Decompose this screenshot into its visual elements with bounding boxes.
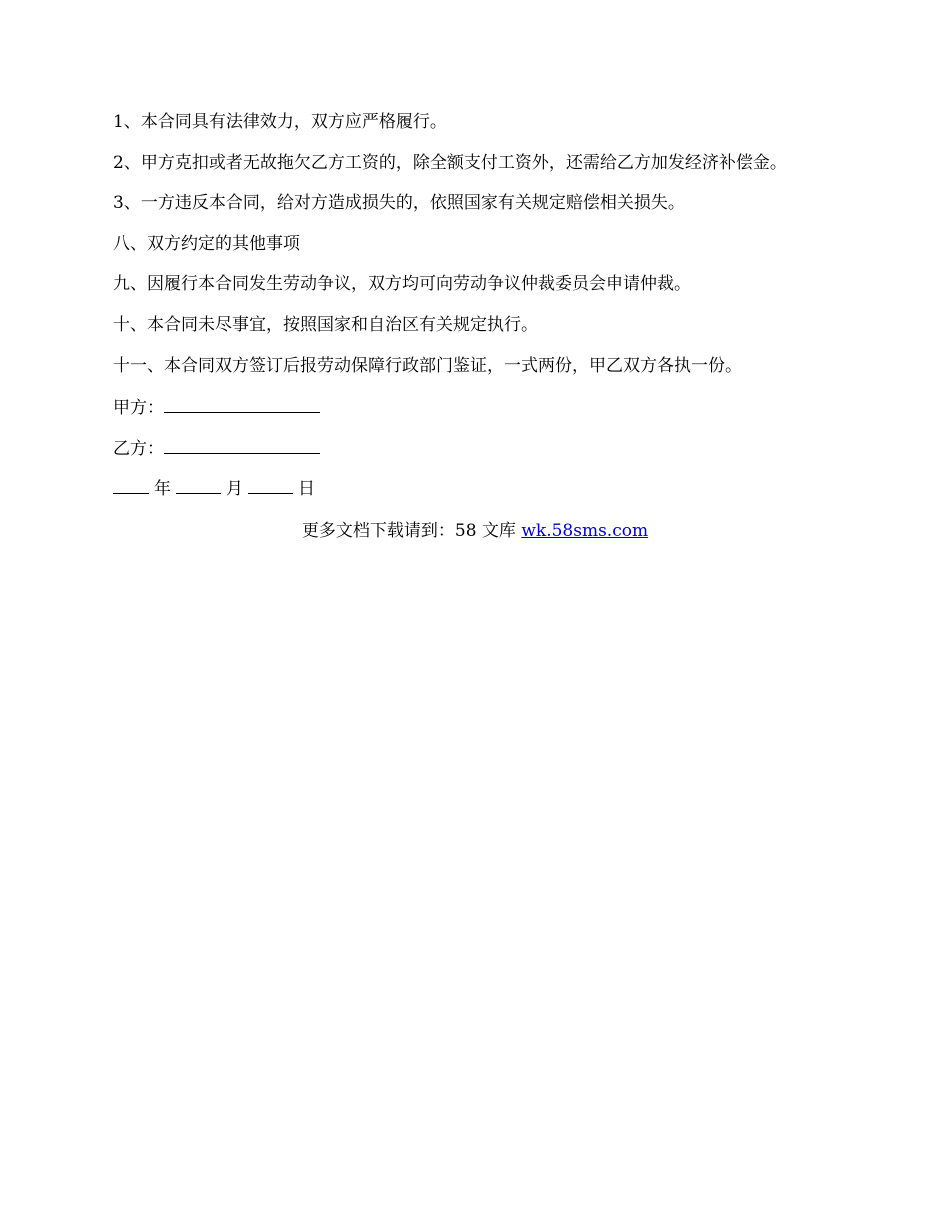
party-b-label: 乙方： [113, 438, 164, 459]
clause-1: 1、本合同具有法律效力，双方应严格履行。 [113, 112, 447, 132]
party-b-signature-row [113, 437, 853, 457]
day-blank [248, 477, 293, 494]
document-body [113, 112, 853, 518]
party-a-signature-line [164, 396, 320, 413]
year-label: 年 [154, 479, 171, 500]
day-label: 日 [298, 479, 315, 500]
clause-2: 2、甲方克扣或者无故拖欠乙方工资的，除全额支付工资外，还需给乙方加发经济补偿金。 [113, 152, 787, 173]
footer-text: 更多文档下载请到：58 文库 [301, 521, 522, 541]
download-footer [0, 521, 950, 541]
section-9: 九、因履行本合同发生劳动争议，双方均可向劳动争议仲裁委员会申请仲裁。 [113, 274, 691, 295]
footer-link[interactable]: wk.58sms.com [521, 521, 649, 541]
year-blank [113, 477, 149, 494]
section-10: 十、本合同未尽事宜，按照国家和自治区有关规定执行。 [113, 314, 538, 335]
party-a-signature-row [113, 396, 853, 419]
party-a-label: 甲方： [113, 398, 164, 419]
section-11: 十一、本合同双方签订后报劳动保障行政部门鉴证，一式两份，甲乙双方各执一份。 [113, 355, 742, 376]
section-8-heading: 八、双方约定的其他事项 [113, 233, 300, 254]
month-label: 月 [226, 479, 243, 500]
clause-3: 3、一方违反本合同，给对方造成损失的，依照国家有关规定赔偿相关损失。 [113, 193, 685, 214]
month-blank [176, 477, 221, 494]
party-b-signature-line [164, 437, 320, 454]
date-row [113, 477, 853, 500]
